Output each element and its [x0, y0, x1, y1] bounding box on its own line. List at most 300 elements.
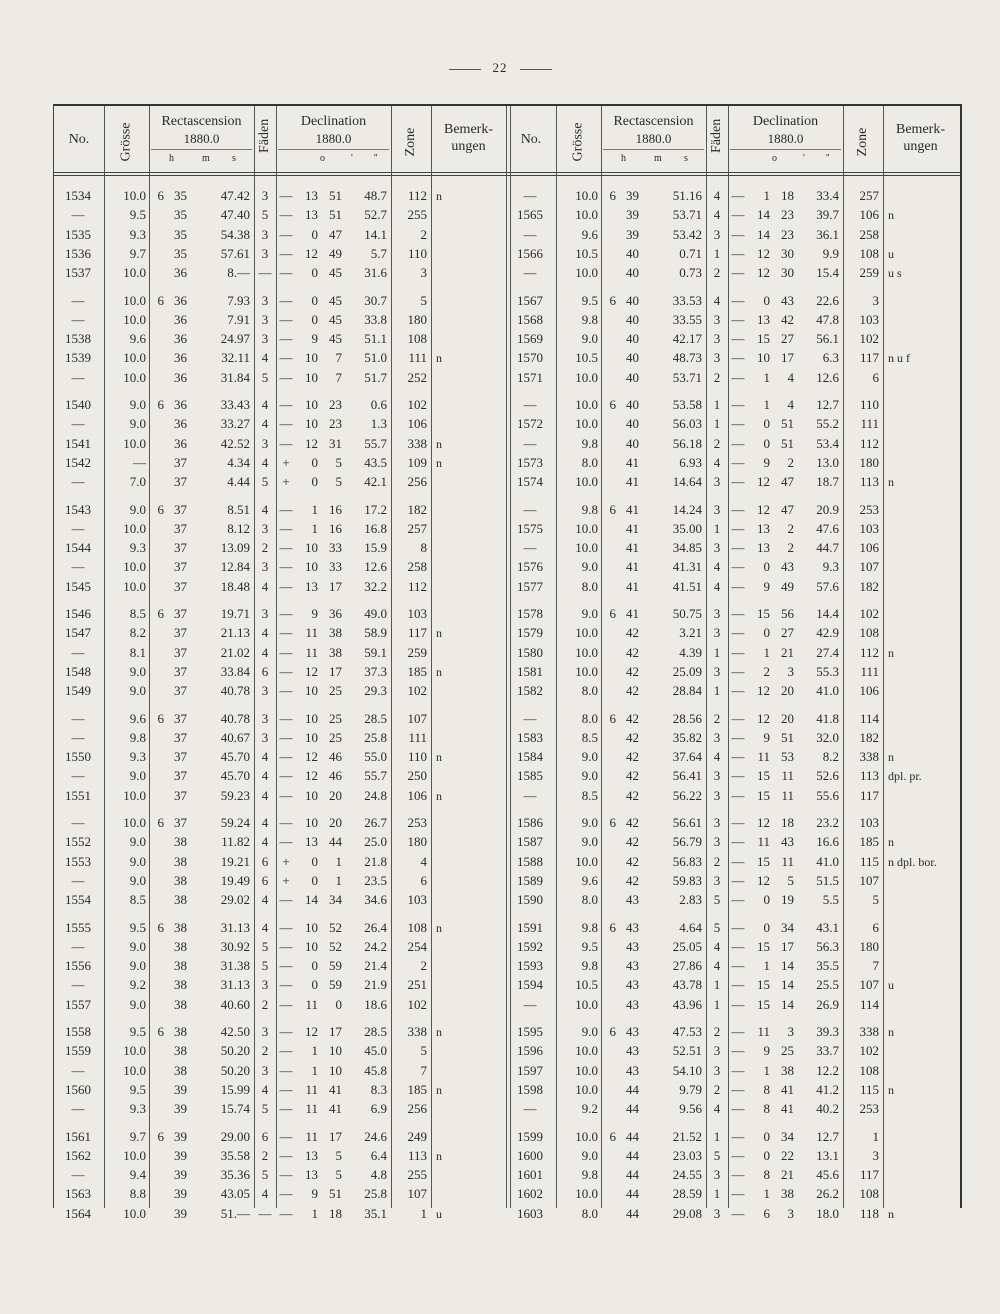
right-cell-decl-degrees: 0 — [763, 1128, 770, 1144]
right-table-row — [506, 329, 958, 349]
left-cell-decl-sign: + — [282, 853, 290, 869]
right-table-row — [506, 395, 958, 415]
right-table-row — [506, 709, 958, 729]
right-cell-ra-minutes: 40 — [626, 369, 639, 385]
left-cell-threads: 2 — [261, 1147, 269, 1163]
right-cell-number: 1581 — [517, 663, 543, 679]
left-cell-magnitude: 9.7 — [129, 1128, 146, 1144]
left-cell-decl-degrees: 11 — [305, 1081, 318, 1097]
right-cell-decl-minutes: 30 — [781, 245, 794, 261]
left-cell-ra-minutes: 36 — [174, 311, 187, 327]
left-cell-decl-sign: — — [279, 768, 293, 784]
left-cell-number: — — [71, 1167, 85, 1183]
right-cell-zone: 117 — [859, 787, 879, 803]
left-cell-magnitude: 9.0 — [129, 834, 146, 850]
right-cell-decl-sign: — — [731, 474, 745, 490]
right-cell-ra-minutes: 43 — [626, 977, 639, 993]
right-cell-number: 1565 — [517, 207, 543, 223]
left-cell-number: — — [71, 938, 85, 954]
left-table-row — [54, 1022, 506, 1042]
left-cell-decl-seconds: 21.9 — [364, 977, 387, 993]
left-cell-number: 1536 — [65, 245, 91, 261]
right-cell-ra-seconds: 56.18 — [672, 435, 702, 451]
left-cell-decl-degrees: 10 — [305, 416, 318, 432]
left-cell-magnitude: 8.8 — [129, 1186, 146, 1202]
right-cell-decl-sign: — — [731, 1147, 745, 1163]
right-cell-decl-minutes: 17 — [781, 350, 794, 366]
left-cell-decl-degrees: 0 — [311, 958, 318, 974]
left-cell-decl-degrees: 1 — [311, 501, 318, 517]
left-cell-zone: 117 — [407, 625, 427, 641]
right-table-row — [506, 414, 958, 434]
left-table-row — [54, 890, 506, 910]
left-cell-decl-minutes: 1 — [335, 853, 342, 869]
left-cell-decl-degrees: 0 — [311, 226, 318, 242]
right-cell-decl-degrees: 6 — [763, 1205, 770, 1221]
right-cell-ra-minutes: 40 — [626, 416, 639, 432]
right-cell-decl-sign: — — [731, 625, 745, 641]
right-cell-ra-seconds: 56.22 — [672, 787, 702, 803]
left-cell-number: 1540 — [65, 397, 91, 412]
left-table-row — [54, 813, 506, 833]
right-cell-ra-seconds: 56.03 — [672, 416, 702, 432]
left-cell-number: 1562 — [65, 1147, 91, 1163]
right-cell-zone: 111 — [860, 416, 879, 432]
right-cell-magnitude: 9.8 — [581, 919, 598, 935]
left-cell-number: 1564 — [65, 1205, 91, 1221]
left-cell-ra-hours: 6 — [157, 188, 164, 203]
left-cell-decl-seconds: 55.7 — [364, 768, 387, 784]
right-cell-decl-sign: — — [731, 644, 745, 660]
left-cell-zone: 106 — [407, 416, 427, 432]
right-cell-decl-sign: — — [731, 1024, 745, 1039]
left-table-row — [54, 472, 506, 492]
left-cell-ra-seconds: 7.91 — [227, 311, 250, 327]
left-cell-remarks: n — [436, 455, 442, 470]
right-cell-decl-sign: — — [731, 1167, 745, 1183]
right-cell-decl-degrees: 15 — [757, 606, 770, 621]
left-cell-decl-minutes: 31 — [329, 435, 342, 451]
left-table-row — [54, 1184, 506, 1204]
left-table-row — [54, 329, 506, 349]
left-table-row — [54, 662, 506, 682]
left-cell-threads: 3 — [261, 226, 269, 242]
left-cell-decl-minutes: 20 — [329, 787, 342, 803]
left-cell-decl-minutes: 16 — [329, 501, 342, 517]
right-cell-ra-minutes: 43 — [626, 1043, 639, 1059]
right-cell-decl-degrees: 1 — [763, 1062, 770, 1078]
left-cell-number: 1555 — [65, 919, 91, 935]
right-header-decl-epoch: 1880.0 — [767, 131, 804, 146]
right-cell-decl-degrees: 8 — [763, 1101, 770, 1117]
left-header-ra-unit-0: h — [169, 153, 174, 164]
right-cell-decl-degrees: 12 — [757, 710, 770, 726]
left-cell-decl-degrees: 12 — [305, 768, 318, 784]
left-cell-decl-sign: — — [279, 1205, 293, 1221]
left-cell-decl-sign: — — [279, 958, 293, 974]
right-cell-decl-minutes: 42 — [781, 311, 794, 327]
left-cell-magnitude: 10.0 — [123, 188, 146, 203]
right-cell-number: 1593 — [517, 958, 543, 974]
right-cell-threads: 3 — [713, 474, 721, 490]
left-cell-decl-seconds: 24.6 — [364, 1128, 387, 1144]
right-cell-ra-seconds: 54.10 — [672, 1062, 702, 1078]
left-cell-magnitude: 10.0 — [123, 815, 146, 830]
left-cell-decl-seconds: 30.7 — [364, 292, 387, 308]
right-cell-ra-minutes: 42 — [626, 872, 639, 888]
left-cell-ra-seconds: 15.74 — [220, 1101, 250, 1117]
right-cell-zone: 5 — [872, 892, 879, 908]
left-cell-decl-seconds: 45.8 — [364, 1062, 387, 1078]
right-table-row — [506, 577, 958, 597]
left-cell-number: 1546 — [65, 606, 91, 621]
right-cell-threads: 1 — [713, 1128, 721, 1144]
left-cell-decl-minutes: 20 — [329, 815, 342, 830]
left-cell-threads: 4 — [261, 1186, 269, 1202]
right-cell-threads: 3 — [713, 331, 721, 347]
left-cell-decl-sign: — — [279, 710, 293, 726]
right-cell-decl-sign: — — [731, 872, 745, 888]
left-table-row — [54, 291, 506, 311]
right-cell-threads: 1 — [713, 996, 721, 1012]
left-cell-decl-degrees: 10 — [305, 369, 318, 385]
right-table-row — [506, 1022, 958, 1042]
left-cell-threads: 5 — [261, 369, 269, 385]
left-cell-ra-minutes: 38 — [174, 892, 187, 908]
left-cell-ra-minutes: 37 — [174, 815, 187, 830]
right-cell-decl-sign: — — [731, 245, 745, 261]
left-cell-ra-minutes: 38 — [174, 958, 187, 974]
right-cell-remarks: n dpl. bor. — [888, 854, 937, 869]
left-cell-ra-seconds: 18.48 — [220, 578, 250, 594]
right-cell-number: 1578 — [517, 606, 543, 621]
right-cell-zone: 117 — [859, 350, 879, 366]
right-cell-threads: 4 — [713, 1101, 721, 1117]
right-table-row — [506, 368, 958, 388]
left-table-row — [54, 975, 506, 995]
right-cell-threads: 2 — [713, 1081, 721, 1097]
right-cell-ra-minutes: 41 — [626, 454, 639, 470]
right-cell-magnitude: 9.0 — [581, 1024, 598, 1039]
left-cell-ra-minutes: 37 — [174, 787, 187, 803]
right-cell-number: 1569 — [517, 331, 543, 347]
left-cell-decl-sign: — — [279, 892, 293, 908]
right-cell-zone: 253 — [859, 1101, 879, 1117]
right-cell-zone: 3 — [872, 1147, 879, 1163]
left-cell-magnitude: 10.0 — [123, 265, 146, 281]
left-cell-threads: 3 — [261, 606, 269, 621]
left-cell-threads: 4 — [261, 397, 269, 412]
left-cell-magnitude: 9.0 — [129, 416, 146, 432]
right-cell-decl-degrees: 12 — [757, 474, 770, 490]
left-cell-decl-seconds: 28.5 — [364, 710, 387, 726]
left-cell-threads: 4 — [261, 768, 269, 784]
left-cell-decl-seconds: 55.0 — [364, 749, 387, 765]
right-cell-ra-seconds: 56.61 — [672, 815, 702, 830]
right-cell-zone: 111 — [860, 663, 879, 679]
left-cell-remarks: u — [436, 1206, 442, 1221]
right-cell-decl-seconds: 55.6 — [816, 787, 839, 803]
left-cell-ra-minutes: 38 — [174, 834, 187, 850]
right-cell-threads: 2 — [713, 853, 721, 869]
left-cell-ra-seconds: 50.20 — [220, 1062, 250, 1078]
right-cell-threads: 3 — [713, 501, 721, 517]
right-cell-decl-minutes: 2 — [787, 540, 794, 556]
left-cell-threads: 2 — [261, 1043, 269, 1059]
right-header-ra-title: Rectascension — [613, 114, 694, 129]
left-cell-magnitude: 10.0 — [123, 578, 146, 594]
right-table-row — [506, 852, 958, 872]
left-header-faeden: Fäden — [257, 118, 272, 153]
left-cell-ra-seconds: 21.02 — [220, 644, 250, 660]
right-cell-threads: 4 — [713, 958, 721, 974]
right-cell-decl-sign: — — [731, 958, 745, 974]
right-cell-number: — — [523, 435, 537, 451]
right-cell-magnitude: 9.0 — [581, 331, 598, 347]
right-cell-decl-minutes: 27 — [781, 625, 794, 641]
left-cell-remarks: n — [436, 750, 442, 765]
left-cell-number: — — [71, 872, 85, 888]
right-cell-magnitude: 9.5 — [581, 938, 598, 954]
right-cell-ra-hours: 6 — [609, 1128, 616, 1144]
right-cell-decl-sign: — — [731, 749, 745, 765]
right-cell-ra-seconds: 56.83 — [672, 853, 702, 869]
right-cell-ra-seconds: 4.64 — [679, 919, 702, 935]
left-cell-ra-hours: 6 — [157, 501, 164, 517]
right-cell-number: 1603 — [517, 1205, 543, 1221]
left-cell-decl-sign: — — [279, 1043, 293, 1059]
right-cell-decl-sign: — — [731, 435, 745, 451]
right-cell-number: 1585 — [517, 768, 543, 784]
right-cell-zone: 113 — [859, 474, 879, 490]
right-cell-ra-minutes: 44 — [626, 1128, 639, 1144]
right-cell-zone: 106 — [859, 683, 879, 699]
right-cell-ra-seconds: 56.41 — [672, 768, 702, 784]
right-cell-zone: 108 — [859, 1186, 879, 1202]
right-cell-decl-sign: — — [731, 606, 745, 621]
left-cell-decl-degrees: 1 — [311, 1043, 318, 1059]
left-cell-number: 1557 — [65, 996, 91, 1012]
right-cell-ra-seconds: 23.03 — [672, 1147, 702, 1163]
left-cell-number: 1542 — [65, 454, 91, 470]
right-cell-zone: 115 — [859, 853, 879, 869]
left-cell-ra-seconds: 59.23 — [220, 787, 250, 803]
right-cell-decl-minutes: 23 — [781, 207, 794, 223]
left-cell-ra-minutes: 38 — [174, 1062, 187, 1078]
left-cell-decl-seconds: 24.2 — [364, 938, 387, 954]
left-cell-magnitude: 9.8 — [129, 729, 146, 745]
left-cell-decl-degrees: 0 — [311, 853, 318, 869]
left-cell-ra-minutes: 37 — [174, 710, 187, 726]
right-cell-ra-minutes: 44 — [626, 1205, 639, 1221]
left-cell-decl-seconds: 55.7 — [364, 435, 387, 451]
right-header-ra-epoch: 1880.0 — [635, 131, 672, 146]
right-table-row — [506, 1204, 958, 1224]
left-cell-magnitude: 9.5 — [129, 919, 146, 935]
left-cell-number: — — [71, 520, 85, 536]
left-cell-zone: 107 — [407, 1186, 427, 1202]
left-cell-threads: 4 — [261, 350, 269, 366]
left-header-decl-epoch: 1880.0 — [315, 131, 352, 146]
right-cell-zone: 182 — [859, 729, 879, 745]
left-cell-decl-degrees: 13 — [305, 207, 318, 223]
left-cell-ra-seconds: 40.67 — [220, 729, 250, 745]
left-cell-decl-minutes: 17 — [329, 663, 342, 679]
right-cell-ra-seconds: 4.39 — [679, 644, 702, 660]
right-cell-threads: 3 — [713, 311, 721, 327]
left-cell-decl-minutes: 18 — [329, 1205, 342, 1221]
left-cell-threads: 6 — [261, 872, 269, 888]
right-cell-number: — — [523, 397, 537, 412]
left-cell-ra-hours: 6 — [157, 606, 164, 621]
right-cell-decl-degrees: 13 — [757, 520, 770, 536]
right-cell-magnitude: 10.5 — [575, 977, 598, 993]
left-cell-magnitude: 9.7 — [129, 245, 146, 261]
left-cell-decl-sign: — — [279, 834, 293, 850]
left-cell-zone: 111 — [408, 350, 427, 366]
left-table-row — [54, 225, 506, 245]
left-cell-number: 1554 — [65, 892, 91, 908]
right-cell-number: 1602 — [517, 1186, 543, 1202]
right-cell-decl-sign: — — [731, 207, 745, 223]
right-cell-ra-hours: 6 — [609, 188, 616, 203]
left-cell-number: — — [71, 416, 85, 432]
left-table-row — [54, 205, 506, 225]
left-table-row — [54, 1041, 506, 1061]
left-header-ra-unit-2: s — [232, 153, 236, 164]
left-cell-ra-seconds: 51.— — [220, 1205, 250, 1221]
right-cell-decl-degrees: 13 — [757, 540, 770, 556]
left-cell-number: 1545 — [65, 578, 91, 594]
right-cell-decl-degrees: 15 — [757, 787, 770, 803]
right-cell-decl-minutes: 23 — [781, 226, 794, 242]
left-cell-zone: 254 — [407, 938, 427, 954]
left-cell-threads: 4 — [261, 1081, 269, 1097]
left-cell-threads: 3 — [261, 559, 269, 575]
right-cell-threads: 4 — [713, 938, 721, 954]
right-cell-decl-minutes: 11 — [781, 787, 794, 803]
left-cell-number: — — [71, 729, 85, 745]
left-cell-decl-minutes: 25 — [329, 683, 342, 699]
left-cell-magnitude: 8.5 — [129, 892, 146, 908]
right-cell-decl-degrees: 14 — [757, 207, 770, 223]
right-cell-decl-minutes: 5 — [787, 872, 794, 888]
right-cell-zone: 114 — [859, 710, 879, 726]
left-cell-ra-hours: 6 — [157, 710, 164, 726]
right-cell-magnitude: 9.8 — [581, 1167, 598, 1183]
right-cell-ra-seconds: 59.83 — [672, 872, 702, 888]
left-cell-threads: 5 — [261, 1101, 269, 1117]
right-cell-zone: 112 — [859, 435, 879, 451]
left-cell-ra-minutes: 38 — [174, 1024, 187, 1039]
right-cell-decl-minutes: 38 — [781, 1186, 794, 1202]
right-cell-decl-minutes: 43 — [781, 834, 794, 850]
right-cell-decl-sign: — — [731, 815, 745, 830]
right-cell-ra-seconds: 14.64 — [672, 474, 702, 490]
right-cell-ra-minutes: 44 — [626, 1186, 639, 1202]
right-cell-ra-minutes: 40 — [626, 311, 639, 327]
left-cell-magnitude: 9.0 — [129, 938, 146, 954]
left-cell-ra-hours: 6 — [157, 919, 164, 935]
left-cell-ra-seconds: 19.71 — [220, 606, 250, 621]
left-cell-decl-sign: — — [279, 815, 293, 830]
left-header-bemerk-2: ungen — [451, 139, 486, 154]
right-header-bemerk-1: Bemerk- — [896, 122, 945, 137]
left-cell-ra-seconds: 12.84 — [220, 559, 250, 575]
left-cell-decl-sign: — — [279, 188, 293, 203]
right-cell-decl-sign: — — [731, 1081, 745, 1097]
left-cell-decl-minutes: 7 — [335, 369, 342, 385]
left-table-row — [54, 1080, 506, 1100]
right-cell-zone: 1 — [872, 1128, 879, 1144]
left-cell-ra-minutes: 35 — [174, 226, 187, 242]
right-cell-decl-minutes: 20 — [781, 710, 794, 726]
right-cell-decl-seconds: 9.3 — [822, 559, 839, 575]
right-cell-decl-seconds: 52.6 — [816, 768, 839, 784]
right-cell-decl-minutes: 2 — [787, 520, 794, 536]
right-cell-magnitude: 10.0 — [575, 996, 598, 1012]
right-cell-decl-minutes: 2 — [787, 454, 794, 470]
left-cell-ra-hours: 6 — [157, 292, 164, 308]
left-cell-zone: 110 — [407, 749, 427, 765]
right-cell-ra-minutes: 43 — [626, 919, 639, 935]
left-cell-zone: 102 — [407, 996, 427, 1012]
left-cell-zone: 102 — [407, 683, 427, 699]
right-cell-threads: 3 — [713, 1205, 721, 1221]
left-cell-decl-degrees: 11 — [305, 1101, 318, 1117]
right-cell-magnitude: 10.0 — [575, 474, 598, 490]
left-cell-ra-seconds: 42.50 — [220, 1024, 250, 1039]
left-cell-decl-minutes: 5 — [335, 1167, 342, 1183]
right-table-row — [506, 1127, 958, 1147]
right-cell-decl-sign: — — [731, 996, 745, 1012]
left-cell-threads: 4 — [261, 644, 269, 660]
left-cell-ra-minutes: 37 — [174, 520, 187, 536]
right-cell-decl-seconds: 32.0 — [816, 729, 839, 745]
left-cell-ra-seconds: 33.27 — [220, 416, 250, 432]
right-cell-zone: 180 — [859, 938, 879, 954]
right-cell-number: 1572 — [517, 416, 543, 432]
left-cell-ra-seconds: 31.38 — [220, 958, 250, 974]
left-cell-decl-minutes: 38 — [329, 644, 342, 660]
right-cell-decl-degrees: 0 — [763, 892, 770, 908]
right-cell-remarks: u — [888, 246, 894, 261]
left-cell-magnitude: 8.5 — [129, 606, 146, 621]
left-cell-decl-seconds: 5.7 — [370, 245, 387, 261]
left-cell-threads: 3 — [261, 245, 269, 261]
left-cell-decl-seconds: 52.7 — [364, 207, 387, 223]
left-cell-ra-minutes: 36 — [174, 265, 187, 281]
left-cell-remarks: n — [436, 1148, 442, 1163]
left-cell-zone: 3 — [420, 265, 427, 281]
right-cell-ra-seconds: 28.56 — [672, 710, 702, 726]
right-cell-ra-minutes: 41 — [626, 501, 639, 517]
left-cell-decl-sign: — — [279, 996, 293, 1012]
right-cell-decl-minutes: 11 — [781, 768, 794, 784]
right-cell-threads: 4 — [713, 188, 721, 203]
left-cell-threads: 3 — [261, 683, 269, 699]
right-cell-ra-minutes: 41 — [626, 578, 639, 594]
left-cell-ra-seconds: 35.36 — [220, 1167, 250, 1183]
right-cell-zone: 117 — [859, 1167, 879, 1183]
right-cell-remarks: n — [888, 475, 894, 490]
right-cell-threads: 3 — [713, 787, 721, 803]
left-table-row — [54, 1165, 506, 1185]
left-cell-decl-seconds: 42.1 — [364, 474, 387, 490]
right-cell-magnitude: 9.8 — [581, 501, 598, 517]
left-table-row — [54, 766, 506, 786]
right-cell-ra-minutes: 42 — [626, 749, 639, 765]
